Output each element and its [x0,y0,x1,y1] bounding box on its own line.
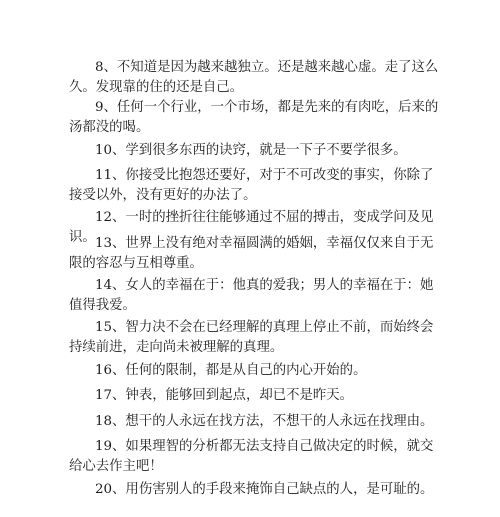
paragraph-13: 13、世界上没有绝对幸福圆满的婚姻，幸福仅仅来自于无限的容忍与互相尊重。 [69,236,434,271]
paragraph-18: 18、想干的人永远在找方法，不想干的人永远在找理由。 [95,414,434,429]
paragraph-12: 12、一时的挫折往往能够通过不屈的搏击，变成学问及见识。 [69,210,434,245]
paragraph-20: 20、用伤害别人的手段来掩饰自己缺点的人，是可耻的。 [95,482,434,497]
paragraph-14: 14、女人的幸福在于：他真的爱我；男人的幸福在于：她值得我爱。 [69,278,434,313]
paragraph-15: 15、智力决不会在已经理解的真理上停止不前，而始终会持续前进，走向尚未被理解的真理。 [69,320,434,355]
paragraph-16: 16、任何的限制，都是从自己的内心开始的。 [95,363,367,378]
paragraph-9: 9、任何一个行业，一个市场，都是先来的有肉吃，后来的汤都没的喝。 [69,100,439,135]
paragraph-19: 19、如果理智的分析都无法支持自己做决定的时候，就交给心去作主吧！ [69,439,434,474]
paragraph-8: 8、不知道是因为越来越独立。还是越来越心虚。走了这么久。发现靠的住的还是自己。 [69,60,439,95]
paragraph-10: 10、学到很多东西的诀窍，就是一下子不要学很多。 [95,143,407,158]
paragraph-11: 11、你接受比抱怨还要好，对于不可改变的事实，你除了接受以外，没有更好的办法了。 [69,168,434,203]
paragraph-17: 17、钟表，能够回到起点，却已不是昨天。 [95,388,354,403]
